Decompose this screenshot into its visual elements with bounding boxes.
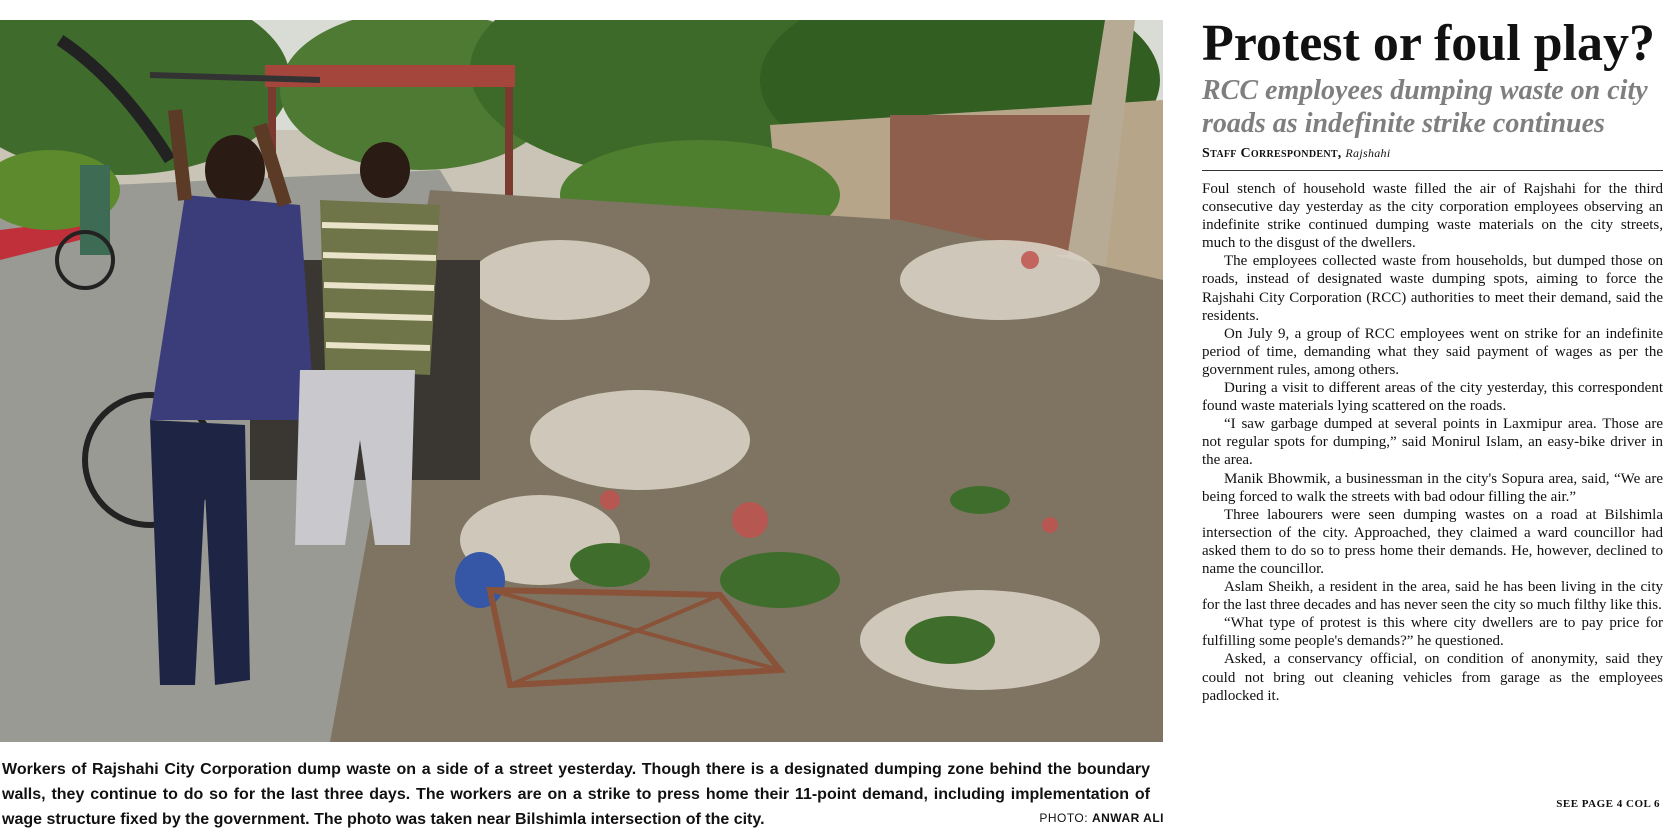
headline: Protest or foul play? [1202,15,1656,72]
garbage-street-photo [0,20,1163,742]
news-photo [0,20,1163,742]
article-body [1202,180,1663,705]
article-paragraph: Foul stench of household waste filled the air of Rajshahi for the third consecutive day yesterday as the city corporation employees observing an indefinite strike continued dumping waste materials on the city streets, much to the disgust of the dwellers. [1202,181,1663,252]
article-paragraph: Manik Bhowmik, a businessman in the city's Sopura area, said, “We are being forced to walk the streets with bad odour filling the air.” [1202,470,1663,505]
byline-place: Rajshahi [1345,146,1391,160]
article-paragraph: Asked, a conservancy official, on condition of anonymity, said they could not bring out cleaning vehicles from garage as the employees padlocked it. [1202,651,1663,704]
byline-role: Staff Correspondent, [1202,146,1342,161]
byline [1202,146,1664,162]
article-paragraph: On July 9, a group of RCC employees went on strike for an indefinite period of time, demanding what they said payment of wages as per the government rules, among others. [1202,325,1663,378]
continuation-reference[interactable]: SEE PAGE 4 COL 6 [1556,798,1660,810]
article-paragraph: “I saw garbage dumped at several points in Laxmipur area. Those are not regular spots for dumping,” said Monirul Islam, an easy-bike driver in the area. [1202,416,1663,469]
article-paragraph: Aslam Sheikh, a resident in the area, said he has been living in the city for the last three decades and has never seen the city so much filthy like this. [1202,579,1663,614]
article-paragraph: Three labourers were seen dumping wastes on a road at Bilshimla intersection of the city. Approached, they claimed a ward councillor had asked them to do so to press home their demands. He, however, declined to name the councillor. [1202,506,1663,577]
photo-caption: Workers of Rajshahi City Corporation dump waste on a side of a street yesterday. Though there is a designated dumping zone behind the boundary walls, they continue to do so for the last three days. The workers are on a strike to press home their 11-point demand, including implementation of wage structure fixed by the government. The photo was taken near Bilshimla intersection of the city. [2,761,1150,828]
article-paragraph: The employees collected waste from households, but dumped those on roads, instead of designated waste dumping spots, aiming to force the Rajshahi City Corporation (RCC) authorities to meet their demand, said the residents. [1202,253,1663,324]
photo-credit [1039,811,1164,825]
photo-credit-label: PHOTO: [1039,811,1089,825]
photographer-name: ANWAR ALI [1091,811,1164,825]
byline-divider [1202,170,1663,171]
subheadline: RCC employees dumping waste on city roads as indefinite strike continues [1202,75,1648,139]
article-paragraph: During a visit to different areas of the city yesterday, this correspondent found waste materials lying scattered on the roads. [1202,380,1663,415]
article-paragraph: “What type of protest is this where city dwellers are to pay price for fulfilling some people's demands?” he questioned. [1202,615,1663,650]
